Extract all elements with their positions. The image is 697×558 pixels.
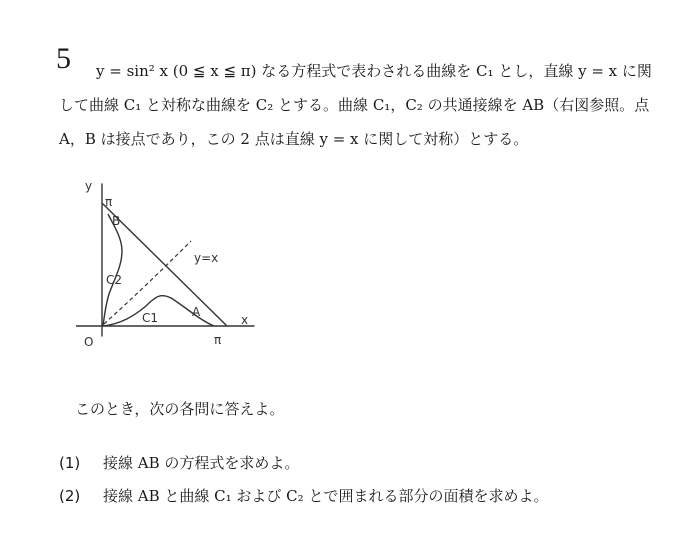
- question-2: [59, 489, 548, 504]
- figure-sketch: [76, 176, 276, 366]
- question-2-label: (2): [59, 487, 81, 505]
- origin-label: O: [84, 335, 94, 349]
- curve-c1-label: C1: [142, 311, 159, 325]
- question-1-text: 接線 AB の方程式を求めよ。: [103, 454, 300, 472]
- problem-line-1: y = sin² x (0 ≦ x ≦ π) なる方程式で表わされる曲線を C₁ とし，直線 y = x に関: [96, 62, 652, 80]
- question-1: [59, 456, 299, 471]
- problem-line-3: A，B は接点であり，この 2 点は直線 y = x に関して対称）とする。: [59, 130, 529, 148]
- x-pi-label: π: [214, 333, 222, 347]
- curve-c2-label: C2: [106, 273, 123, 287]
- question-1-label: (1): [59, 454, 81, 472]
- y-axis-label: y: [85, 179, 93, 193]
- problem-number: 5: [56, 42, 71, 75]
- line-y-equals-x-label: y=x: [194, 251, 219, 265]
- x-axis-label: x: [241, 313, 249, 327]
- question-prompt: このとき，次の各問に答えよ。: [75, 400, 285, 418]
- point-b-label: B: [112, 214, 121, 228]
- problem-line-2: して曲線 C₁ と対称な曲線を C₂ とする。曲線 C₁，C₂ の共通接線を AB（右図参照。点: [59, 96, 650, 114]
- curve-c2: [103, 214, 122, 326]
- y-pi-label: π: [105, 195, 113, 209]
- question-2-text: 接線 AB と曲線 C₁ および C₂ とで囲まれる部分の面積を求めよ。: [103, 487, 549, 505]
- point-a-label: A: [192, 305, 201, 319]
